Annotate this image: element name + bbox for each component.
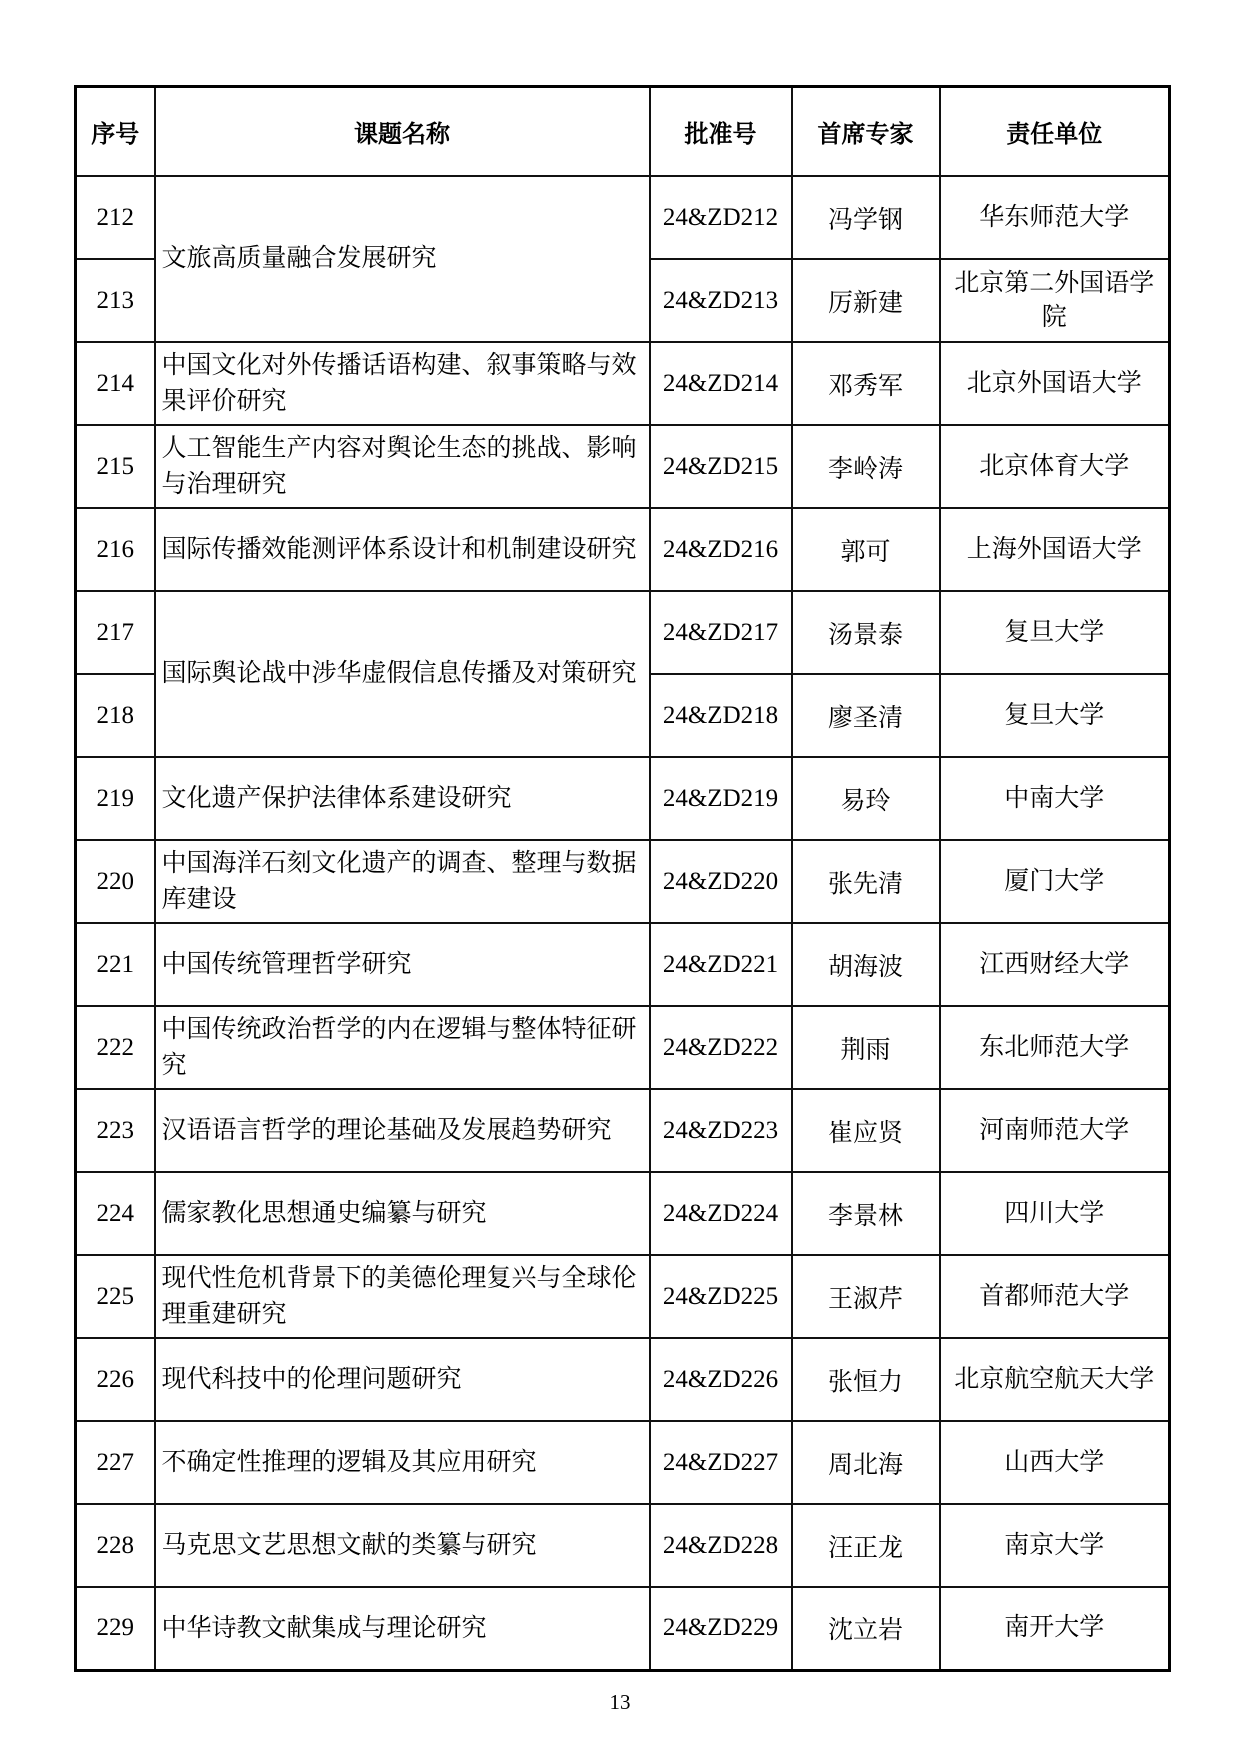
project-title-cell: 文旅高质量融合发展研究 xyxy=(155,176,650,342)
approval-number-cell: 24&ZD226 xyxy=(650,1338,792,1421)
project-title-cell: 不确定性推理的逻辑及其应用研究 xyxy=(155,1421,650,1504)
responsible-unit-cell: 江西财经大学 xyxy=(940,923,1170,1006)
header-serial-number: 序号 xyxy=(76,87,155,177)
chief-expert-cell: 沈立岩 xyxy=(792,1587,940,1670)
responsible-unit-cell: 北京航空航天大学 xyxy=(940,1338,1170,1421)
approval-number-cell: 24&ZD221 xyxy=(650,923,792,1006)
serial-number-cell: 222 xyxy=(76,1006,155,1089)
header-project-title: 课题名称 xyxy=(155,87,650,177)
approval-number-cell: 24&ZD225 xyxy=(650,1255,792,1338)
responsible-unit-cell: 北京体育大学 xyxy=(940,425,1170,508)
responsible-unit-cell: 四川大学 xyxy=(940,1172,1170,1255)
approval-number-cell: 24&ZD228 xyxy=(650,1504,792,1587)
project-title-cell: 人工智能生产内容对舆论生态的挑战、影响与治理研究 xyxy=(155,425,650,508)
responsible-unit-cell: 北京第二外国语学院 xyxy=(940,259,1170,342)
serial-number-cell: 212 xyxy=(76,176,155,259)
approval-number-cell: 24&ZD218 xyxy=(650,674,792,757)
projects-table xyxy=(74,85,1171,1672)
chief-expert-cell: 胡海波 xyxy=(792,923,940,1006)
serial-number-cell: 223 xyxy=(76,1089,155,1172)
project-title-cell: 国际舆论战中涉华虚假信息传播及对策研究 xyxy=(155,591,650,757)
responsible-unit-cell: 南开大学 xyxy=(940,1587,1170,1670)
project-title-cell: 文化遗产保护法律体系建设研究 xyxy=(155,757,650,840)
approval-number-cell: 24&ZD223 xyxy=(650,1089,792,1172)
table-row xyxy=(76,591,1170,674)
table-row xyxy=(76,425,1170,508)
responsible-unit-cell: 上海外国语大学 xyxy=(940,508,1170,591)
approval-number-cell: 24&ZD213 xyxy=(650,259,792,342)
project-title-cell: 国际传播效能测评体系设计和机制建设研究 xyxy=(155,508,650,591)
chief-expert-cell: 周北海 xyxy=(792,1421,940,1504)
chief-expert-cell: 易玲 xyxy=(792,757,940,840)
serial-number-cell: 215 xyxy=(76,425,155,508)
chief-expert-cell: 廖圣清 xyxy=(792,674,940,757)
project-title-cell: 现代性危机背景下的美德伦理复兴与全球伦理重建研究 xyxy=(155,1255,650,1338)
chief-expert-cell: 李岭涛 xyxy=(792,425,940,508)
chief-expert-cell: 厉新建 xyxy=(792,259,940,342)
approval-number-cell: 24&ZD224 xyxy=(650,1172,792,1255)
chief-expert-cell: 张先清 xyxy=(792,840,940,923)
project-title-cell: 现代科技中的伦理问题研究 xyxy=(155,1338,650,1421)
chief-expert-cell: 王淑芹 xyxy=(792,1255,940,1338)
serial-number-cell: 218 xyxy=(76,674,155,757)
chief-expert-cell: 汤景泰 xyxy=(792,591,940,674)
serial-number-cell: 214 xyxy=(76,342,155,425)
approval-number-cell: 24&ZD212 xyxy=(650,176,792,259)
responsible-unit-cell: 首都师范大学 xyxy=(940,1255,1170,1338)
project-title-cell: 中国海洋石刻文化遗产的调查、整理与数据库建设 xyxy=(155,840,650,923)
serial-number-cell: 226 xyxy=(76,1338,155,1421)
chief-expert-cell: 崔应贤 xyxy=(792,1089,940,1172)
responsible-unit-cell: 南京大学 xyxy=(940,1504,1170,1587)
serial-number-cell: 227 xyxy=(76,1421,155,1504)
table-row xyxy=(76,1504,1170,1587)
table-row xyxy=(76,1255,1170,1338)
table-body xyxy=(76,176,1170,1670)
responsible-unit-cell: 复旦大学 xyxy=(940,674,1170,757)
header-approval-number: 批准号 xyxy=(650,87,792,177)
responsible-unit-cell: 厦门大学 xyxy=(940,840,1170,923)
approval-number-cell: 24&ZD216 xyxy=(650,508,792,591)
project-title-cell: 中国传统管理哲学研究 xyxy=(155,923,650,1006)
approval-number-cell: 24&ZD222 xyxy=(650,1006,792,1089)
serial-number-cell: 216 xyxy=(76,508,155,591)
project-title-cell: 马克思文艺思想文献的类纂与研究 xyxy=(155,1504,650,1587)
table-row xyxy=(76,923,1170,1006)
table-row xyxy=(76,1172,1170,1255)
table-row xyxy=(76,840,1170,923)
table-row xyxy=(76,757,1170,840)
table-row xyxy=(76,1421,1170,1504)
page-number: 13 xyxy=(609,1690,631,1714)
responsible-unit-cell: 山西大学 xyxy=(940,1421,1170,1504)
header-chief-expert: 首席专家 xyxy=(792,87,940,177)
serial-number-cell: 213 xyxy=(76,259,155,342)
serial-number-cell: 221 xyxy=(76,923,155,1006)
project-title-cell: 中华诗教文献集成与理论研究 xyxy=(155,1587,650,1670)
table-row xyxy=(76,1587,1170,1670)
header-responsible-unit: 责任单位 xyxy=(940,87,1170,177)
serial-number-cell: 224 xyxy=(76,1172,155,1255)
table-row xyxy=(76,342,1170,425)
table-row xyxy=(76,1338,1170,1421)
table-header-row xyxy=(76,87,1170,177)
chief-expert-cell: 汪正龙 xyxy=(792,1504,940,1587)
table-row xyxy=(76,1006,1170,1089)
responsible-unit-cell: 北京外国语大学 xyxy=(940,342,1170,425)
responsible-unit-cell: 复旦大学 xyxy=(940,591,1170,674)
project-title-cell: 儒家教化思想通史编纂与研究 xyxy=(155,1172,650,1255)
table-row xyxy=(76,508,1170,591)
project-title-cell: 中国传统政治哲学的内在逻辑与整体特征研究 xyxy=(155,1006,650,1089)
approval-number-cell: 24&ZD215 xyxy=(650,425,792,508)
chief-expert-cell: 荆雨 xyxy=(792,1006,940,1089)
responsible-unit-cell: 华东师范大学 xyxy=(940,176,1170,259)
chief-expert-cell: 冯学钢 xyxy=(792,176,940,259)
approval-number-cell: 24&ZD214 xyxy=(650,342,792,425)
responsible-unit-cell: 中南大学 xyxy=(940,757,1170,840)
chief-expert-cell: 邓秀军 xyxy=(792,342,940,425)
project-title-cell: 汉语语言哲学的理论基础及发展趋势研究 xyxy=(155,1089,650,1172)
chief-expert-cell: 郭可 xyxy=(792,508,940,591)
responsible-unit-cell: 东北师范大学 xyxy=(940,1006,1170,1089)
project-title-cell: 中国文化对外传播话语构建、叙事策略与效果评价研究 xyxy=(155,342,650,425)
responsible-unit-cell: 河南师范大学 xyxy=(940,1089,1170,1172)
approval-number-cell: 24&ZD219 xyxy=(650,757,792,840)
chief-expert-cell: 张恒力 xyxy=(792,1338,940,1421)
serial-number-cell: 228 xyxy=(76,1504,155,1587)
serial-number-cell: 225 xyxy=(76,1255,155,1338)
table-row xyxy=(76,176,1170,259)
approval-number-cell: 24&ZD229 xyxy=(650,1587,792,1670)
approval-number-cell: 24&ZD217 xyxy=(650,591,792,674)
serial-number-cell: 219 xyxy=(76,757,155,840)
serial-number-cell: 229 xyxy=(76,1587,155,1670)
approval-number-cell: 24&ZD220 xyxy=(650,840,792,923)
serial-number-cell: 220 xyxy=(76,840,155,923)
table-row xyxy=(76,1089,1170,1172)
serial-number-cell: 217 xyxy=(76,591,155,674)
approval-number-cell: 24&ZD227 xyxy=(650,1421,792,1504)
chief-expert-cell: 李景林 xyxy=(792,1172,940,1255)
